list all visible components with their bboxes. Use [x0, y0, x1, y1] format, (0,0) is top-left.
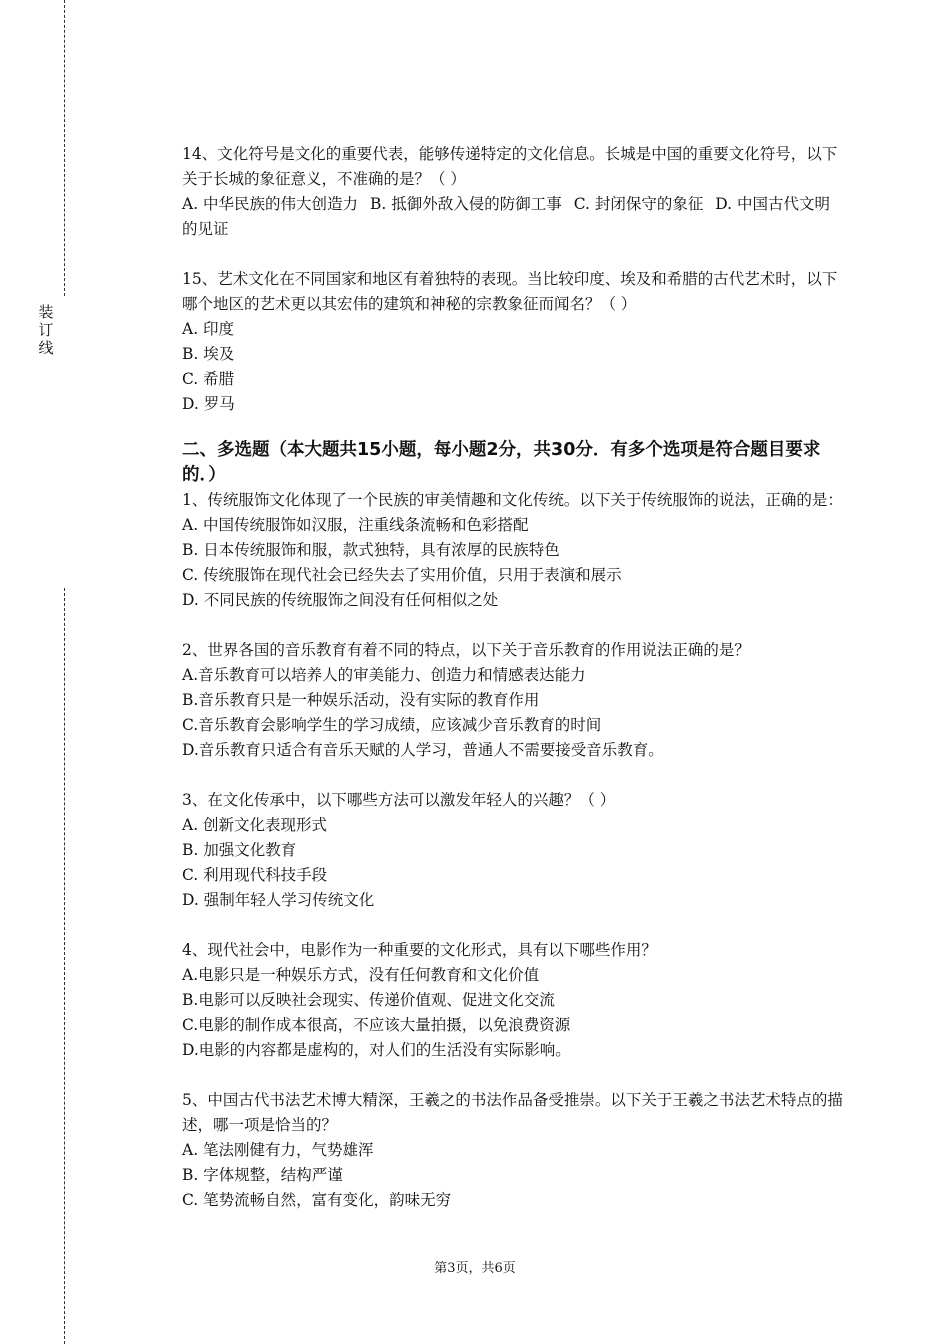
option-b: B.电影可以反映社会现实、传递价值观、促进文化交流 — [182, 991, 555, 1009]
binding-line-bottom — [64, 588, 65, 1344]
question-text: 4、现代社会中，电影作为一种重要的文化形式，具有以下哪些作用？ — [182, 941, 657, 959]
option-d: D. 不同民族的传统服饰之间没有任何相似之处 — [182, 591, 499, 609]
question-m2 — [182, 638, 844, 763]
question-text: 2、世界各国的音乐教育有着不同的特点，以下关于音乐教育的作用说法正确的是？ — [182, 641, 750, 659]
option-d: D.电影的内容都是虚构的，对人们的生活没有实际影响。 — [182, 1041, 571, 1059]
option-a: A.电影只是一种娱乐方式，没有任何教育和文化价值 — [182, 966, 540, 984]
option-c: C. 封闭保守的象征 — [573, 195, 704, 213]
option-d: D. 强制年轻人学习传统文化 — [182, 891, 375, 909]
option-d: D. 中国古代文明的见证 — [182, 195, 831, 238]
section-heading: 二、多选题（本大题共15小题，每小题2分，共30分．有多个选项是符合题目要求的．） — [182, 440, 821, 485]
option-a: A. 笔法刚健有力，气势雄浑 — [182, 1141, 374, 1159]
inline-options — [182, 192, 844, 242]
option-c: C. 笔势流畅自然，富有变化，韵味无穷 — [182, 1191, 452, 1209]
binding-char: 装 — [38, 303, 54, 321]
option-c: C. 传统服饰在现代社会已经失去了实用价值，只用于表演和展示 — [182, 566, 622, 584]
question-m3 — [182, 788, 844, 913]
option-c: C. 希腊 — [182, 370, 235, 388]
question-text: 15、艺术文化在不同国家和地区有着独特的表现。当比较印度、埃及和希腊的古代艺术时，以下哪个地区的艺术更以其宏伟的建筑和神秘的宗教象征而闻名？（ ） — [182, 270, 838, 313]
question-text: 1、传统服饰文化体现了一个民族的审美情趣和文化传统。以下关于传统服饰的说法，正确的是： — [182, 491, 843, 509]
option-b: B.音乐教育只是一种娱乐活动，没有实际的教育作用 — [182, 691, 540, 709]
option-b: B. 埃及 — [182, 345, 235, 363]
question-15 — [182, 267, 844, 417]
question-m5 — [182, 1088, 844, 1213]
page-footer: 第3页，共6页 — [434, 1261, 516, 1276]
option-c: C. 利用现代科技手段 — [182, 866, 328, 884]
option-a: A.音乐教育可以培养人的审美能力、创造力和情感表达能力 — [182, 666, 586, 684]
question-text: 5、中国古代书法艺术博大精深，王羲之的书法作品备受推崇。以下关于王羲之书法艺术特点的描述，哪一项是恰当的？ — [182, 1091, 843, 1134]
option-d: D. 罗马 — [182, 395, 235, 413]
option-b: B. 抵御外敌入侵的防御工事 — [370, 195, 562, 213]
page-content — [182, 142, 844, 1238]
option-a: A. 中华民族的伟大创造力 — [182, 195, 359, 213]
question-14 — [182, 142, 844, 242]
binding-label — [37, 303, 55, 357]
option-b: B. 字体规整，结构严谨 — [182, 1166, 343, 1184]
binding-line-top — [64, 0, 65, 296]
option-d: D.音乐教育只适合有音乐天赋的人学习，普通人不需要接受音乐教育。 — [182, 741, 664, 759]
question-text: 3、在文化传承中，以下哪些方法可以激发年轻人的兴趣？（ ） — [182, 791, 616, 809]
binding-char: 订 — [38, 321, 54, 339]
option-c: C.电影的制作成本很高，不应该大量拍摄，以免浪费资源 — [182, 1016, 571, 1034]
option-b: B. 日本传统服饰和服，款式独特，具有浓厚的民族特色 — [182, 541, 560, 559]
question-m1 — [182, 488, 844, 613]
option-b: B. 加强文化教育 — [182, 841, 297, 859]
option-a: A. 创新文化表现形式 — [182, 816, 328, 834]
option-a: A. 中国传统服饰如汉服，注重线条流畅和色彩搭配 — [182, 516, 529, 534]
option-a: A. 印度 — [182, 320, 235, 338]
option-c: C.音乐教育会影响学生的学习成绩，应该减少音乐教育的时间 — [182, 716, 602, 734]
binding-char: 线 — [38, 339, 54, 357]
question-text: 14、文化符号是文化的重要代表，能够传递特定的文化信息。长城是中国的重要文化符号，以下关于长城的象征意义，不准确的是？（ ） — [182, 145, 838, 188]
question-m4 — [182, 938, 844, 1063]
